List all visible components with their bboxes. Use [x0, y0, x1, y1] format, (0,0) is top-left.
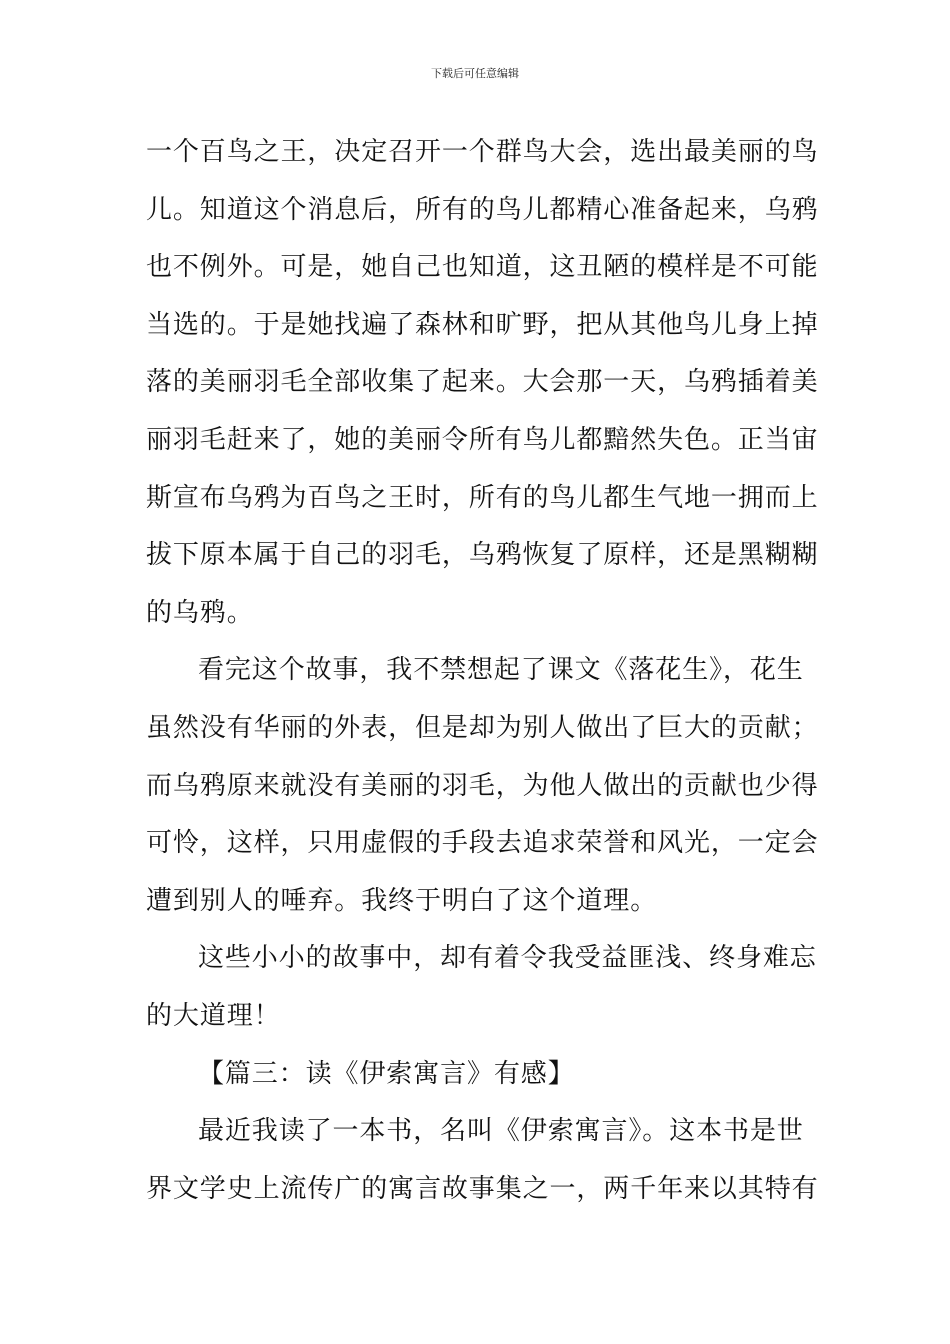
text-line: 遭到别人的唾弃。我终于明白了这个道理。 — [146, 885, 658, 916]
text-line: 而乌鸦原来就没有美丽的羽毛，为他人做出的贡献也少得 — [146, 770, 819, 801]
text-line: 的乌鸦。 — [146, 597, 254, 628]
paragraph-start-line: 看完这个故事，我不禁想起了课文《落花生》，花生 — [198, 655, 804, 686]
text-line: 儿。知道这个消息后，所有的鸟儿都精心准备起来，乌鸦 — [146, 194, 819, 225]
page-header-note: 下载后可任意编辑 — [431, 67, 519, 80]
document-body — [146, 124, 819, 1218]
text-line: 的大道理！ — [146, 1000, 281, 1031]
text-line: 一个百鸟之王，决定召开一个群鸟大会，选出最美丽的鸟 — [146, 137, 819, 167]
text-line: 界文学史上流传广的寓言故事集之一，两千年来以其特有 — [146, 1173, 819, 1204]
paragraph-start-line: 最近我读了一本书，名叫《伊索寓言》。这本书是世 — [198, 1116, 804, 1147]
text-line: 当选的。于是她找遍了森林和旷野，把从其他鸟儿身上掉 — [146, 309, 819, 340]
text-line: 斯宣布乌鸦为百鸟之王时，所有的鸟儿都生气地一拥而上 — [146, 482, 819, 513]
text-line: 丽羽毛赶来了，她的美丽令所有鸟儿都黯然失色。正当宙 — [146, 424, 819, 455]
text-line: 落的美丽羽毛全部收集了起来。大会那一天，乌鸦插着美 — [146, 367, 819, 398]
text-line: 也不例外。可是，她自己也知道，这丑陋的模样是不可能 — [146, 252, 819, 283]
text-line: 虽然没有华丽的外表，但是却为别人做出了巨大的贡献； — [146, 712, 819, 743]
section-heading: 【篇三：读《伊索寓言》有感】 — [198, 1058, 575, 1089]
text-line: 拔下原本属于自己的羽毛，乌鸦恢复了原样，还是黑糊糊 — [146, 540, 819, 571]
text-line: 可怜，这样，只用虚假的手段去追求荣誉和风光，一定会 — [146, 828, 819, 859]
paragraph-start-line: 这些小小的故事中，却有着令我受益匪浅、终身难忘 — [198, 943, 817, 974]
